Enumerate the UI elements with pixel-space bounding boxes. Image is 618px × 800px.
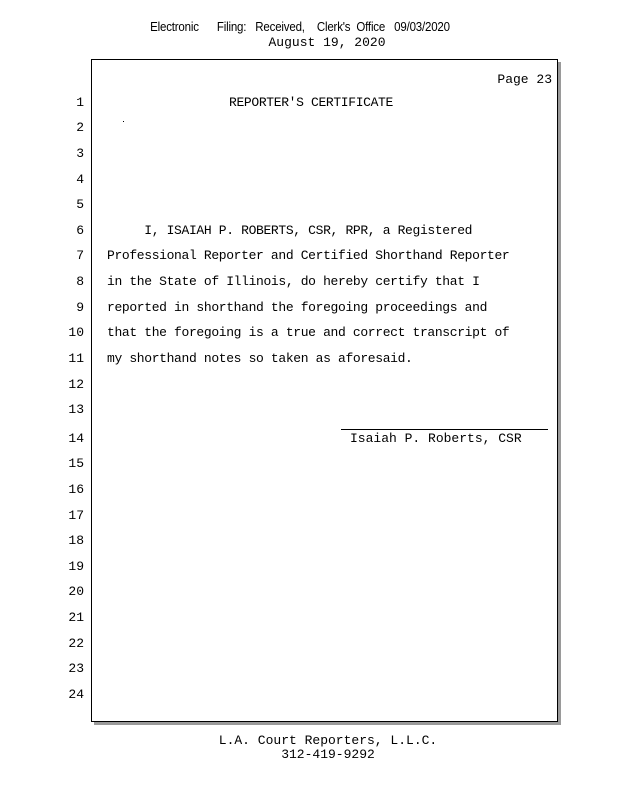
filing-stamp-clerks: Clerk's [316,20,351,34]
line-number: 5 [76,197,84,212]
line-number: 2 [76,120,84,135]
line-number: 14 [68,431,84,446]
line-number: 6 [76,223,84,238]
line-number: 11 [68,351,84,366]
transcript-page-frame [91,59,558,722]
certificate-body-line: in the State of Illinois, do hereby certify that I [107,274,480,289]
certificate-body-line: reported in shorthand the foregoing proceedings and [107,300,488,315]
filing-stamp-received: Received, [255,20,305,34]
line-number: 4 [76,172,84,187]
line-number: 10 [68,325,84,340]
line-number: 1 [76,95,84,110]
line-number: 13 [68,402,84,417]
line-number: 17 [68,508,84,523]
line-number: 21 [68,610,84,625]
filing-stamp-electronic: Electronic [150,20,199,34]
line-number: 22 [68,636,84,651]
line-number: 7 [76,248,84,263]
line-number: 24 [68,687,84,702]
certificate-body-line: I, ISAIAH P. ROBERTS, CSR, RPR, a Registered [107,223,473,238]
line-number: 9 [76,300,84,315]
line-number: 15 [68,456,84,471]
signature-name: Isaiah P. Roberts, CSR [350,431,522,446]
line-number: 8 [76,274,84,289]
line-number: 3 [76,146,84,161]
filing-stamp-filing: Filing: [216,20,247,34]
certificate-body-line: my shorthand notes so taken as aforesaid. [107,351,413,366]
filing-stamp-office: Office [356,20,386,34]
line-number: 16 [68,482,84,497]
line-number: 20 [68,584,84,599]
stray-mark [123,121,124,122]
line-number: 23 [68,661,84,676]
line-number: 18 [68,533,84,548]
filing-stamp [24,20,576,34]
line-number: 19 [68,559,84,574]
certificate-body-line: Professional Reporter and Certified Shorthand Reporter [107,248,510,263]
page-number: Page 23 [497,72,552,87]
certificate-body-line: that the foregoing is a true and correct transcript of [107,325,510,340]
header-date: August 19, 2020 [268,35,386,50]
footer-phone: 312-419-9292 [281,747,375,762]
certificate-title: REPORTER'S CERTIFICATE [229,95,393,110]
footer-company: L.A. Court Reporters, L.L.C. [218,733,438,748]
filing-stamp-date: 09/03/2020 [394,20,450,34]
signature-line [341,429,548,430]
line-number: 12 [68,377,84,392]
